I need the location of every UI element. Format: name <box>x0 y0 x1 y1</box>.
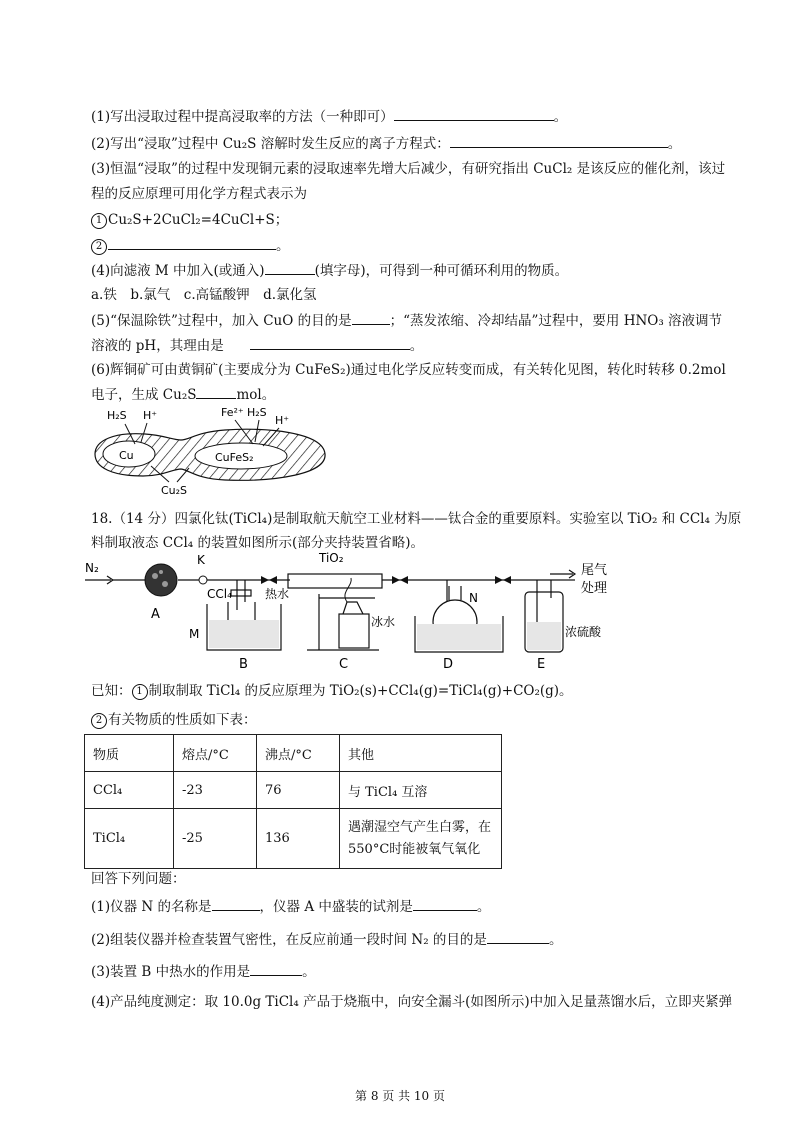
cufes2-label: CuFeS₂ <box>215 451 254 464</box>
answer-blank[interactable] <box>196 384 236 399</box>
table-header-cell: 物质 <box>85 735 174 772</box>
conversion-figure <box>85 402 335 502</box>
answer-blank[interactable] <box>450 133 668 148</box>
q17-part4: (4)向滤液 M 中加入(或通入) (填字母)，可得到一种可循环利用的物质。 <box>91 260 568 281</box>
q17-part3-line1: (3)恒温“浸取”的过程中发现铜元素的浸取速率先增大后减少，有研究指出 CuCl₂ 是该反应的催化剂，该过 <box>91 161 726 177</box>
q18-intro-line1: 18.（14 分）四氯化钛(TiCl₄)是制取航天航空工业材料——钛合金的重要原料。实验室以 TiO₂ 和 CCl₄ 为原 <box>91 511 742 527</box>
table-header-cell: 熔点/°C <box>174 735 257 772</box>
q17-part6-line1: (6)辉铜矿可由黄铜矿(主要成分为 CuFeS₂)通过电化学反应转变而成，有关转化见图，转化时转移 0.2mol <box>91 362 726 378</box>
ice-water-label: 冰水 <box>371 615 396 629</box>
q17-options: a.铁 b.氯气 c.高锰酸钾 d.氯化氢 <box>91 287 317 303</box>
q17-part1: (1)写出浸取过程中提高浸取率的方法（一种即可） 。 <box>91 106 567 127</box>
q18-sub1: (1)仪器 N 的名称是 ，仪器 A 中盛装的试剂是 。 <box>91 896 490 917</box>
table-cell: 76 <box>257 772 340 809</box>
q18-known1: 已知： 1 制取制取 TiCl₄ 的反应原理为 TiO₂(s)+CCl₄(g)=TiCl₄(g)+CO₂(g)。 <box>91 683 573 699</box>
fe2-label: Fe²⁺ <box>221 406 244 419</box>
tio2-label: TiO₂ <box>319 552 344 565</box>
table-cell: CCl₄ <box>85 772 174 809</box>
label-b: B <box>239 657 248 672</box>
ccl4-label: CCl₄ <box>207 587 232 601</box>
label-e: E <box>537 657 546 672</box>
h2s-left-label: H₂S <box>107 409 127 422</box>
answer-blank[interactable] <box>212 896 260 911</box>
answer-blank[interactable] <box>250 335 410 350</box>
h-right-label: H⁺ <box>275 414 290 427</box>
drying-tube-a <box>145 564 177 596</box>
valve-k-label: K <box>197 553 205 567</box>
table-cell: TiCl₄ <box>85 809 174 869</box>
circled-number: 2 <box>91 713 107 729</box>
valve-k <box>199 576 207 584</box>
answer-blank[interactable] <box>265 260 315 275</box>
q17-part5-line1: (5)“保温除铁”过程中，加入 CuO 的目的是 ；“蒸发浓缩、冷却结晶”过程中，要用 HNO₃ 溶液调节 <box>91 310 722 331</box>
q18-sub3: (3)装置 B 中热水的作用是 。 <box>91 961 316 982</box>
page-footer: 第 8 页 共 10 页 <box>355 1089 445 1103</box>
n-label: N <box>469 591 478 605</box>
q18-sub4: (4)产品纯度测定：取 10.0g TiCl₄ 产品于烧瓶中，向安全漏斗(如图所示)中加入足量蒸馏水后，立即夹紧弹 <box>91 994 733 1010</box>
table-cell: -25 <box>174 809 257 869</box>
q17-part5-line2: 溶液的 pH，其理由是 。 <box>91 335 423 356</box>
q17-part6-line2: 电子，生成 Cu₂S mol。 <box>91 384 275 405</box>
label-d: D <box>443 657 454 672</box>
q18-known2: 2 有关物质的性质如下表： <box>91 710 257 730</box>
h2s-right-label: H₂S <box>247 406 267 419</box>
answer-blank[interactable] <box>250 961 302 976</box>
answer-blank[interactable] <box>108 235 276 250</box>
h-left-label: H⁺ <box>143 409 158 422</box>
answer-prompt: 回答下列问题： <box>91 871 186 887</box>
tail-gas-label-2: 处理 <box>581 581 608 596</box>
circled-number: 1 <box>132 684 148 700</box>
label-a: A <box>151 607 160 622</box>
conc-acid-label: 浓硫酸 <box>565 625 602 639</box>
table-header-row <box>85 735 502 772</box>
q17-part3-line2: 程的反应原理可用化学方程式表示为 <box>91 186 307 202</box>
answer-blank[interactable] <box>487 929 549 944</box>
table-header-cell: 沸点/°C <box>257 735 340 772</box>
q17-equation2: 2 。 <box>91 235 290 256</box>
circled-number: 1 <box>91 213 107 229</box>
table-cell: -23 <box>174 772 257 809</box>
table-row <box>85 772 502 809</box>
hot-water-label: 热水 <box>265 587 290 601</box>
tail-gas-label-1: 尾气 <box>581 563 608 578</box>
q17-part2: (2)写出“浸取”过程中 Cu₂S 溶解时发生反应的离子方程式： 。 <box>91 133 681 154</box>
cu-label: Cu <box>119 449 134 462</box>
answer-blank[interactable] <box>352 310 390 325</box>
q17-equation1: 1 Cu₂S+2CuCl₂=4CuCl+S； <box>91 210 288 230</box>
table-cell: 136 <box>257 809 340 869</box>
table-cell: 遇潮湿空气产生白雾，在 550°C时能被氧气氧化 <box>340 809 502 869</box>
n2-label: N₂ <box>85 561 99 575</box>
table-header-cell: 其他 <box>340 735 502 772</box>
apparatus-diagram <box>85 552 645 674</box>
answer-blank[interactable] <box>394 106 554 121</box>
q18-sub2: (2)组装仪器并检查装置气密性，在反应前通一段时间 N₂ 的目的是 。 <box>91 929 562 950</box>
m-label: M <box>189 627 200 641</box>
label-c: C <box>339 657 349 672</box>
table-cell: 与 TiCl₄ 互溶 <box>340 772 502 809</box>
cu2s-label: Cu₂S <box>161 484 188 497</box>
q18-intro-line2: 料制取液态 CCl₄ 的装置如图所示(部分夹持装置省略)。 <box>91 535 425 551</box>
table-row <box>85 809 502 869</box>
properties-table <box>84 734 502 869</box>
circled-number: 2 <box>91 239 107 255</box>
answer-blank[interactable] <box>413 896 477 911</box>
